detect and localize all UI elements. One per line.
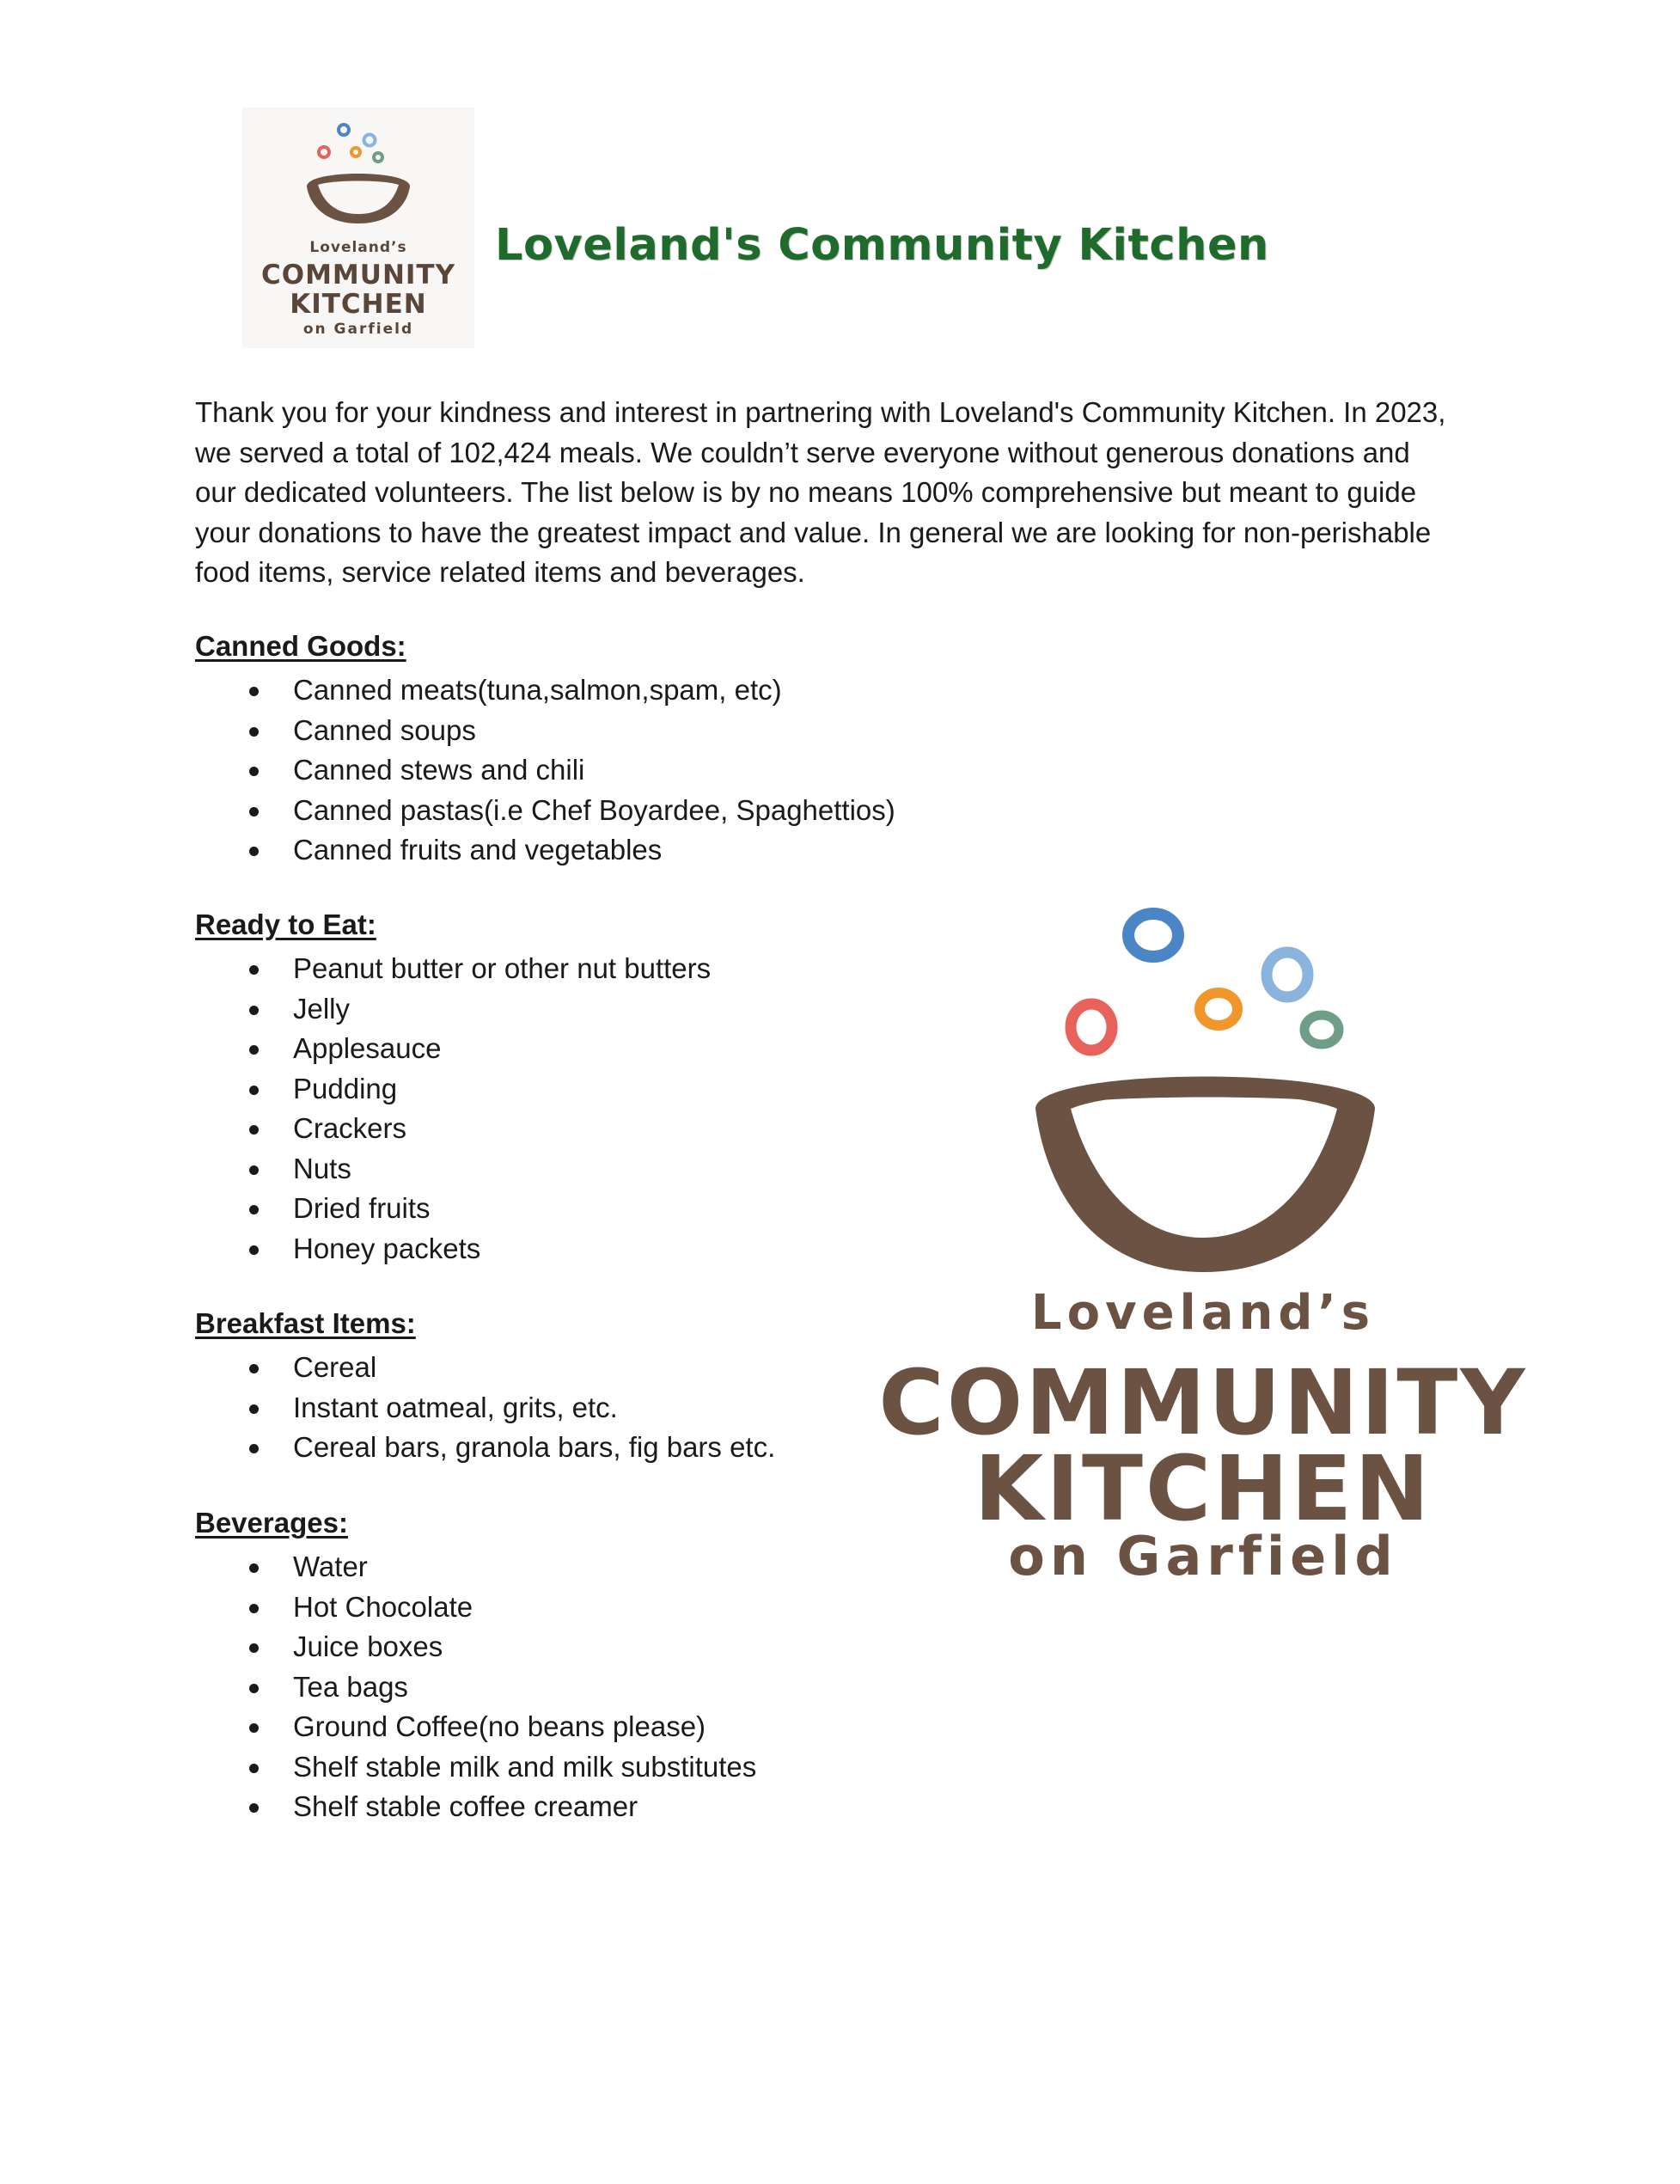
list-beverages	[195, 1547, 756, 1827]
small-logo-line-1: Loveland’s	[309, 239, 407, 256]
list-item: Cereal bars, granola bars, fig bars etc.	[195, 1428, 775, 1468]
list-item: Canned meats(tuna,salmon,spam, etc)	[195, 670, 895, 711]
large-logo-line-1: Loveland’s	[1030, 1285, 1376, 1341]
large-logo	[859, 894, 1547, 1599]
list-item: Tea bags	[195, 1667, 756, 1708]
list-item: Crackers	[195, 1109, 711, 1149]
list-item: Canned soups	[195, 711, 895, 751]
list-item: Shelf stable coffee creamer	[195, 1787, 756, 1827]
large-logo-line-2: COMMUNITY	[878, 1350, 1528, 1455]
list-item: Peanut butter or other nut butters	[195, 949, 711, 989]
list-item: Pudding	[195, 1069, 711, 1110]
list-ready-to-eat	[195, 949, 711, 1269]
list-item: Canned fruits and vegetables	[195, 830, 895, 871]
list-item: Instant oatmeal, grits, etc.	[195, 1388, 775, 1428]
section-heading-beverages: Beverages:	[195, 1507, 348, 1539]
large-logo-bowl-icon	[859, 894, 1547, 1289]
list-item: Water	[195, 1547, 756, 1588]
small-logo-line-3: KITCHEN	[290, 289, 427, 320]
list-item: Canned pastas(i.e Chef Boyardee, Spaghettios)	[195, 791, 895, 831]
list-item: Cereal	[195, 1348, 775, 1388]
list-item: Nuts	[195, 1149, 711, 1190]
list-item: Jelly	[195, 989, 711, 1030]
large-logo-line-4: on Garfield	[1008, 1525, 1398, 1588]
section-heading-canned-goods: Canned Goods:	[195, 630, 406, 662]
list-item: Applesauce	[195, 1029, 711, 1069]
small-logo	[242, 107, 474, 348]
list-item: Dried fruits	[195, 1189, 711, 1229]
page-title: Loveland's Community Kitchen	[495, 220, 1269, 271]
list-item: Shelf stable milk and milk substitutes	[195, 1747, 756, 1788]
list-canned-goods	[195, 670, 895, 871]
small-logo-line-2: COMMUNITY	[260, 260, 456, 291]
list-item: Ground Coffee(no beans please)	[195, 1707, 756, 1747]
list-item: Hot Chocolate	[195, 1588, 756, 1628]
list-item: Canned stews and chili	[195, 750, 895, 791]
list-breakfast-items	[195, 1348, 775, 1468]
section-heading-ready-to-eat: Ready to Eat:	[195, 908, 376, 940]
intro-paragraph: Thank you for your kindness and interest in partnering with Loveland's Community Kitchen. In 2023, we served a total of 102,424 meals. We couldn’t serve everyone without generous donations and our dedicated volunteers. The list below is by no means 100% comprehensive but meant to guide your donations to have the greatest impact and value. In general we are looking for non-perishable food items, service related items and beverages.	[195, 396, 1446, 588]
section-heading-breakfast-items: Breakfast Items:	[195, 1307, 416, 1339]
list-item: Honey packets	[195, 1229, 711, 1269]
list-item: Juice boxes	[195, 1627, 756, 1667]
small-logo-line-4: on Garfield	[302, 321, 414, 338]
large-logo-line-3: KITCHEN	[974, 1436, 1433, 1541]
